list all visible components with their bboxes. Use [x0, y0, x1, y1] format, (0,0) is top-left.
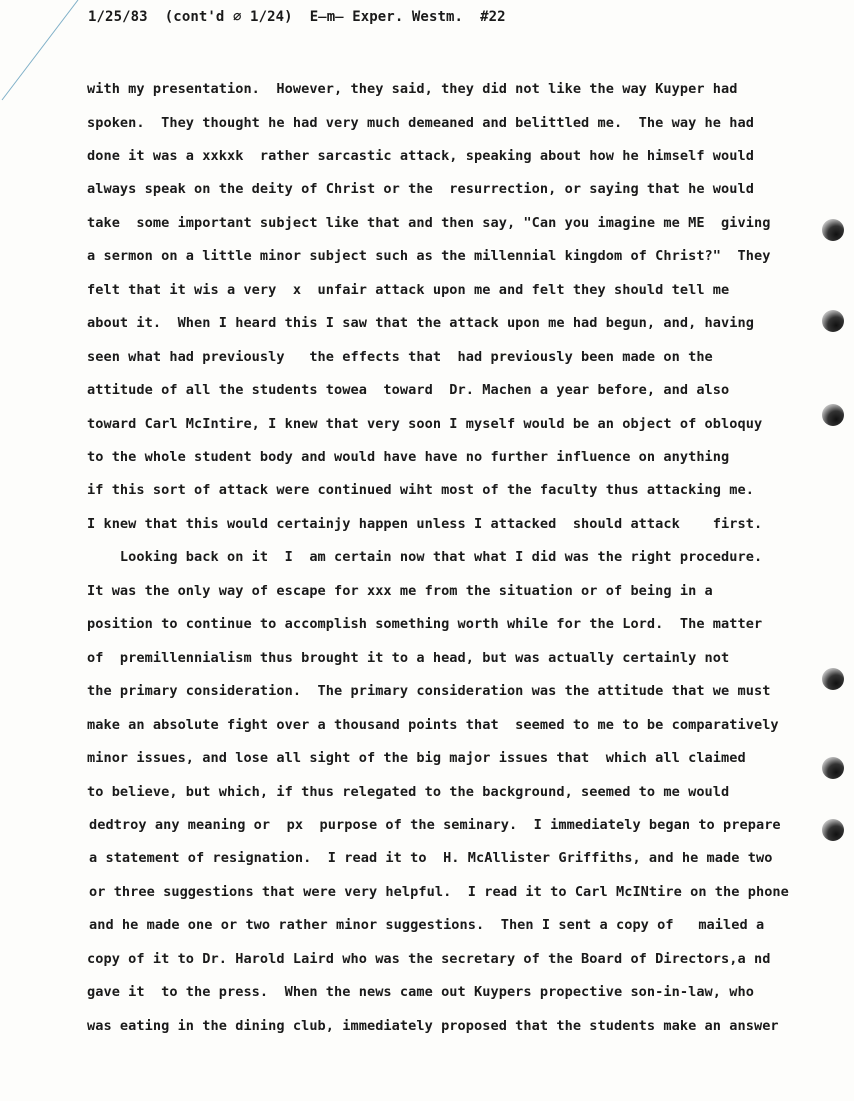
- text-line: take some important subject like that and then say, "Can you imagine me ME giving: [87, 214, 771, 231]
- text-line: attitude of all the students towea toward Dr. Machen a year before, and also: [87, 382, 730, 399]
- punch-hole: [822, 404, 844, 426]
- punch-hole: [822, 757, 844, 779]
- text-line: spoken. They thought he had very much demeaned and belittled me. The way he had: [87, 114, 754, 131]
- text-line: a statement of resignation. I read it to H. McAllister Griffiths, and he made two: [89, 850, 773, 867]
- text-line: to believe, but which, if thus relegated to the background, seemed to me would: [87, 783, 730, 800]
- punch-hole: [822, 819, 844, 841]
- text-line: It was the only way of escape for xxx me from the situation or of being in a: [87, 582, 713, 599]
- text-line: always speak on the deity of Christ or the resurrection, or saying that he would: [87, 181, 754, 198]
- text-line: make an absolute fight over a thousand points that seemed to me to be comparatively: [87, 716, 779, 733]
- text-line: was eating in the dining club, immediately proposed that the students make an answer: [87, 1017, 779, 1034]
- text-line: of premillennialism thus brought it to a head, but was actually certainly not: [87, 649, 730, 666]
- text-line: copy of it to Dr. Harold Laird who was the secretary of the Board of Directors,a nd: [87, 950, 771, 967]
- text-line: minor issues, and lose all sight of the big major issues that which all claimed: [87, 750, 746, 766]
- text-line: about it. When I heard this I saw that the attack upon me had begun, and, having: [87, 315, 754, 332]
- text-line: a sermon on a little minor subject such as the millennial kingdom of Christ?" They: [87, 248, 771, 265]
- text-line: if this sort of attack were continued wiht most of the faculty thus attacking me.: [87, 482, 754, 499]
- text-line: I knew that this would certainjy happen unless I attacked should attack first.: [87, 515, 763, 532]
- text-line: or three suggestions that were very helpful. I read it to Carl McINtire on the phone: [89, 883, 789, 900]
- text-line: seen what had previously the effects that had previously been made on the: [87, 348, 713, 365]
- punch-hole: [822, 668, 844, 690]
- text-line: Looking back on it I am certain now that what I did was the right procedure.: [87, 549, 763, 566]
- text-line: with my presentation. However, they said, they did not like the way Kuyper had: [87, 81, 738, 97]
- text-line: and he made one or two rather minor suggestions. Then I sent a copy of mailed a: [89, 917, 765, 934]
- text-line: position to continue to accomplish something worth while for the Lord. The matter: [87, 616, 763, 633]
- text-line: to the whole student body and would have have no further influence on anything: [87, 449, 730, 465]
- punch-hole: [822, 219, 844, 241]
- punch-hole: [822, 310, 844, 332]
- text-line: felt that it wis a very x unfair attack upon me and felt they should tell me: [87, 281, 730, 298]
- page-header: 1/25/83 (cont'd ∅ 1/24) E̶m̶ Exper. Westm. #22: [88, 9, 506, 25]
- text-line: done it was a xxkxk rather sarcastic attack, speaking about how he himself would: [87, 147, 754, 164]
- text-line: dedtroy any meaning or px purpose of the seminary. I immediately began to prepare: [89, 816, 781, 833]
- text-line: toward Carl McIntire, I knew that very soon I myself would be an object of obloquy: [87, 415, 763, 432]
- text-line: gave it to the press. When the news came out Kuypers propective son-in-law, who: [87, 984, 754, 1001]
- text-line: the primary consideration. The primary consideration was the attitude that we must: [87, 683, 771, 700]
